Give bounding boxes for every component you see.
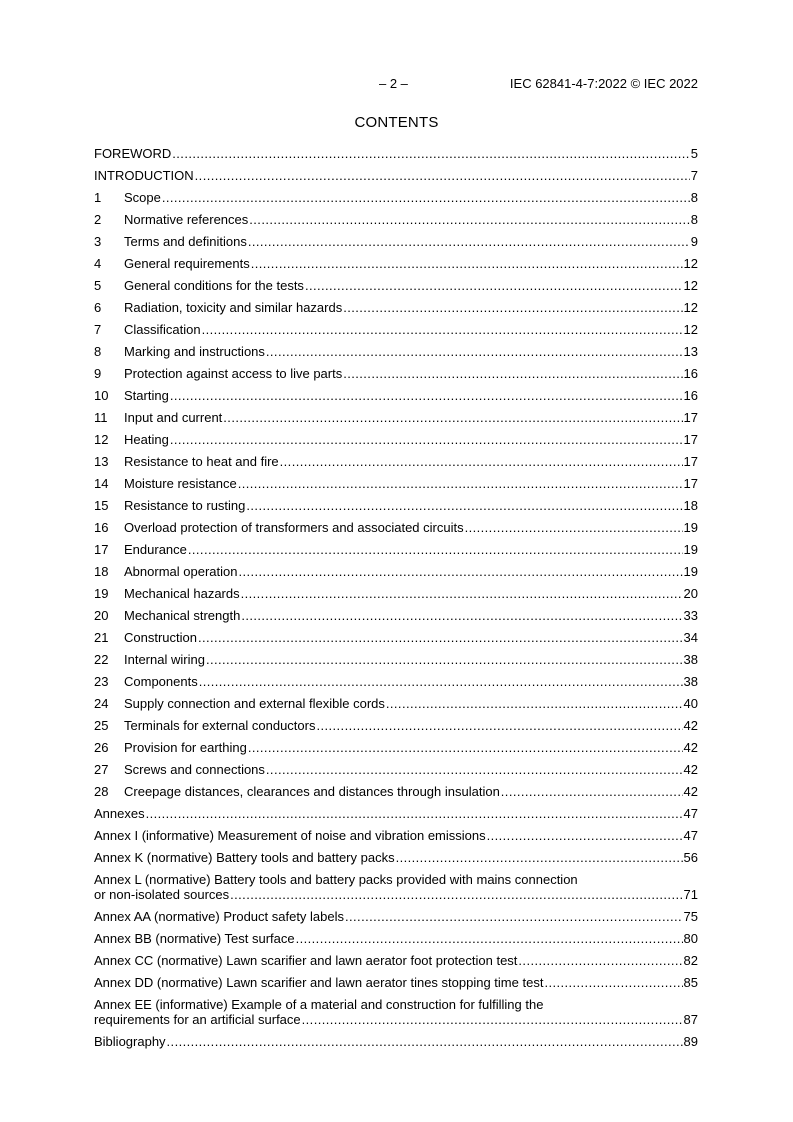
toc-entry-text: Resistance to rusting [124, 498, 246, 513]
leader-dots [223, 410, 682, 426]
toc-entry[interactable] [94, 762, 698, 784]
toc-entry-number: 9 [94, 366, 102, 381]
toc-entry[interactable] [94, 608, 698, 630]
leader-dots [386, 696, 683, 712]
toc-entry[interactable] [94, 696, 698, 718]
toc-entry-page: 89 [683, 1034, 698, 1049]
toc-entry-text: Annex AA (normative) Product safety labels [94, 909, 345, 924]
leader-dots [249, 212, 689, 228]
toc-entry-text: Radiation, toxicity and similar hazards [124, 300, 343, 315]
toc-entry[interactable] [94, 520, 698, 542]
leader-dots [544, 975, 682, 991]
toc-entry[interactable] [94, 850, 698, 872]
toc-entry-text: General requirements [124, 256, 250, 271]
toc-entry-number: 8 [94, 344, 102, 359]
toc-entry-number: 7 [94, 322, 102, 337]
toc-entry-text: INTRODUCTION [94, 168, 194, 183]
toc-entry[interactable] [94, 630, 698, 652]
toc-entry-page: 12 [683, 300, 698, 315]
leader-dots [195, 168, 690, 184]
toc-entry-page: 12 [683, 278, 698, 293]
toc-entry-text: Annex EE (informative) Example of a material and construction for fulfilling the [94, 997, 544, 1012]
toc-entry-text: Abnormal operation [124, 564, 238, 579]
toc-entry-page: 20 [683, 586, 698, 601]
toc-entry-number: 6 [94, 300, 102, 315]
toc-entry-page: 40 [683, 696, 698, 711]
toc-entry-number: 3 [94, 234, 102, 249]
toc-entry-number: 28 [94, 784, 109, 799]
toc-entry-page: 80 [683, 931, 698, 946]
toc-entry[interactable] [94, 828, 698, 850]
leader-dots [305, 278, 683, 294]
toc-entry-page: 17 [683, 432, 698, 447]
toc-entry-text: Screws and connections [124, 762, 265, 777]
leader-dots [162, 190, 690, 206]
toc-entry-text: Mechanical strength [124, 608, 241, 623]
leader-dots [199, 674, 683, 690]
toc-entry-text: Components [124, 674, 198, 689]
toc-entry-text: Heating [124, 432, 169, 447]
toc-entry-page: 85 [683, 975, 698, 990]
toc-entry-number: 19 [94, 586, 109, 601]
toc-entry-text: Annex L (normative) Battery tools and battery packs provided with mains connection [94, 872, 578, 887]
toc-entry[interactable] [94, 256, 698, 278]
toc-entry-page: 12 [683, 256, 698, 271]
toc-entry-text: Terminals for external conductors [124, 718, 316, 733]
toc-entry-number: 4 [94, 256, 102, 271]
toc-entry[interactable] [94, 652, 698, 674]
toc-entry-page: 34 [683, 630, 698, 645]
toc-entry-page: 47 [683, 828, 698, 843]
toc-entry[interactable] [94, 146, 698, 168]
toc-entry[interactable] [94, 740, 698, 762]
toc-entry[interactable] [94, 322, 698, 344]
toc-entry-number: 21 [94, 630, 109, 645]
toc-entry-number: 27 [94, 762, 109, 777]
toc-entry-text: Overload protection of transformers and associated circuits [124, 520, 464, 535]
toc-entry-number: 26 [94, 740, 109, 755]
toc-entry-text: Creepage distances, clearances and distances through insulation [124, 784, 500, 799]
toc-entry-text: FOREWORD [94, 146, 172, 161]
toc-entry-page: 47 [683, 806, 698, 821]
leader-dots [198, 630, 683, 646]
leader-dots [345, 909, 683, 925]
leader-dots [343, 300, 682, 316]
toc-entry[interactable] [94, 909, 698, 931]
leader-dots [280, 454, 683, 470]
toc-entry-number: 17 [94, 542, 109, 557]
leader-dots [172, 146, 689, 162]
toc-entry-number: 2 [94, 212, 102, 227]
leader-dots [501, 784, 683, 800]
toc-entry-page: 19 [683, 542, 698, 557]
toc-entry-text: Terms and definitions [124, 234, 247, 249]
toc-entry-page: 18 [683, 498, 698, 513]
toc-entry[interactable] [94, 190, 698, 212]
toc-entry-page: 9 [690, 234, 698, 249]
toc-entry[interactable] [94, 454, 698, 476]
toc-entry-text: Resistance to heat and fire [124, 454, 279, 469]
leader-dots [167, 1034, 683, 1050]
leader-dots [170, 388, 683, 404]
toc-entry-number: 11 [94, 410, 108, 425]
toc-entry-text: Moisture resistance [124, 476, 237, 491]
toc-entry-number: 18 [94, 564, 109, 579]
toc-entry-text: Annex I (informative) Measurement of noise and vibration emissions [94, 828, 486, 843]
leader-dots [248, 234, 690, 250]
toc-entry-text: Internal wiring [124, 652, 205, 667]
page-number: – 2 – [379, 76, 408, 91]
toc-entry-text: Endurance [124, 542, 187, 557]
leader-dots [316, 718, 682, 734]
leader-dots [302, 1012, 683, 1028]
toc-entry[interactable] [94, 931, 698, 953]
toc-entry-number: 10 [94, 388, 109, 403]
toc-entry[interactable] [94, 344, 698, 366]
toc-entry-text: Scope [124, 190, 161, 205]
toc-entry-number: 13 [94, 454, 109, 469]
toc-entry-number: 25 [94, 718, 109, 733]
toc-entry-page: 19 [683, 520, 698, 535]
toc-entry-page: 38 [683, 652, 698, 667]
leader-dots [146, 806, 683, 822]
toc-entry-number: 15 [94, 498, 109, 513]
toc-entry-page: 17 [683, 454, 698, 469]
toc-entry-page: 8 [690, 190, 698, 205]
toc-entry-page: 75 [683, 909, 698, 924]
toc-entry[interactable] [94, 366, 698, 388]
toc-entry[interactable] [94, 212, 698, 234]
toc-entry-text: Annex BB (normative) Test surface [94, 931, 295, 946]
leader-dots [241, 586, 683, 602]
toc-entry-text-continued: requirements for an artificial surface [94, 1012, 301, 1027]
toc-entry[interactable] [94, 410, 698, 432]
toc-entry-text: Provision for earthing [124, 740, 247, 755]
toc-entry-page: 42 [683, 784, 698, 799]
toc-entry-page: 87 [683, 1012, 698, 1027]
toc-entry-page: 33 [683, 608, 698, 623]
standard-reference: IEC 62841-4-7:2022 © IEC 2022 [509, 76, 698, 91]
toc-entry-number: 20 [94, 608, 109, 623]
toc-entry-page: 5 [690, 146, 698, 161]
toc-entry-page: 17 [683, 410, 698, 425]
toc-entry-number: 22 [94, 652, 109, 667]
leader-dots [248, 740, 683, 756]
toc-entry-number: 1 [94, 190, 102, 205]
toc-entry-text: Marking and instructions [124, 344, 265, 359]
toc-entry[interactable] [94, 586, 698, 608]
toc-entry-text: Mechanical hazards [124, 586, 240, 601]
toc-entry[interactable] [94, 388, 698, 410]
toc-entry-number: 5 [94, 278, 102, 293]
toc-entry-number: 23 [94, 674, 109, 689]
leader-dots [396, 850, 683, 866]
toc-entry[interactable] [94, 674, 698, 696]
toc-entry[interactable] [94, 564, 698, 586]
leader-dots [238, 564, 682, 580]
leader-dots [246, 498, 682, 514]
leader-dots [188, 542, 683, 558]
toc-entry-text: Bibliography [94, 1034, 166, 1049]
toc-entry-page: 56 [683, 850, 698, 865]
toc-entry-text: Input and current [124, 410, 223, 425]
toc-entry-page: 38 [683, 674, 698, 689]
toc-entry-page: 16 [683, 366, 698, 381]
leader-dots [343, 366, 682, 382]
toc-entry-number: 16 [94, 520, 109, 535]
toc-entry[interactable] [94, 718, 698, 740]
toc-entry-page: 17 [683, 476, 698, 491]
toc-entry[interactable] [94, 498, 698, 520]
toc-entry-text: Starting [124, 388, 169, 403]
toc-entry-page: 8 [690, 212, 698, 227]
toc-entry[interactable] [94, 997, 698, 1034]
toc-entry-page: 16 [683, 388, 698, 403]
toc-entry[interactable] [94, 278, 698, 300]
toc-entry-page: 13 [683, 344, 698, 359]
toc-entry-text: Annex CC (normative) Lawn scarifier and lawn aerator foot protection test [94, 953, 518, 968]
toc-entry-page: 42 [683, 718, 698, 733]
toc-entry-text: Supply connection and external flexible cords [124, 696, 385, 711]
leader-dots [202, 322, 683, 338]
leader-dots [241, 608, 682, 624]
leader-dots [230, 887, 682, 903]
toc-entry-text: General conditions for the tests [124, 278, 304, 293]
toc-entry[interactable] [94, 1034, 698, 1056]
leader-dots [251, 256, 683, 272]
leader-dots [170, 432, 683, 448]
leader-dots [296, 931, 683, 947]
toc-entry-page: 7 [690, 168, 698, 183]
toc-entry-page: 12 [683, 322, 698, 337]
toc-entry-text: Annex DD (normative) Lawn scarifier and lawn aerator tines stopping time test [94, 975, 544, 990]
toc-entry[interactable] [94, 300, 698, 322]
toc-entry-page: 71 [683, 887, 698, 902]
leader-dots [206, 652, 683, 668]
leader-dots [238, 476, 683, 492]
toc-entry[interactable] [94, 872, 698, 909]
toc-entry[interactable] [94, 784, 698, 806]
toc-entry[interactable] [94, 953, 698, 975]
leader-dots [266, 762, 683, 778]
toc-entry[interactable] [94, 234, 698, 256]
toc-entry-number: 12 [94, 432, 109, 447]
toc-entry-page: 19 [683, 564, 698, 579]
toc-entry[interactable] [94, 476, 698, 498]
leader-dots [518, 953, 682, 969]
toc-entry-page: 42 [683, 762, 698, 777]
leader-dots [266, 344, 683, 360]
toc-entry-text: Annex K (normative) Battery tools and battery packs [94, 850, 395, 865]
toc-entry-text: Construction [124, 630, 197, 645]
toc-entry[interactable] [94, 975, 698, 997]
toc-entry-number: 14 [94, 476, 109, 491]
toc-entry[interactable] [94, 168, 698, 190]
toc-entry-number: 24 [94, 696, 109, 711]
toc-entry-page: 82 [683, 953, 698, 968]
table-of-contents [94, 146, 698, 1056]
toc-entry[interactable] [94, 806, 698, 828]
toc-entry-text-continued: or non-isolated sources [94, 887, 230, 902]
toc-entry-text: Annexes [94, 806, 145, 821]
toc-entry-text: Protection against access to live parts [124, 366, 343, 381]
contents-title: CONTENTS [354, 114, 439, 131]
toc-entry[interactable] [94, 542, 698, 564]
toc-entry-text: Classification [124, 322, 201, 337]
toc-entry-text: Normative references [124, 212, 249, 227]
leader-dots [487, 828, 683, 844]
toc-entry[interactable] [94, 432, 698, 454]
toc-entry-page: 42 [683, 740, 698, 755]
leader-dots [465, 520, 683, 536]
